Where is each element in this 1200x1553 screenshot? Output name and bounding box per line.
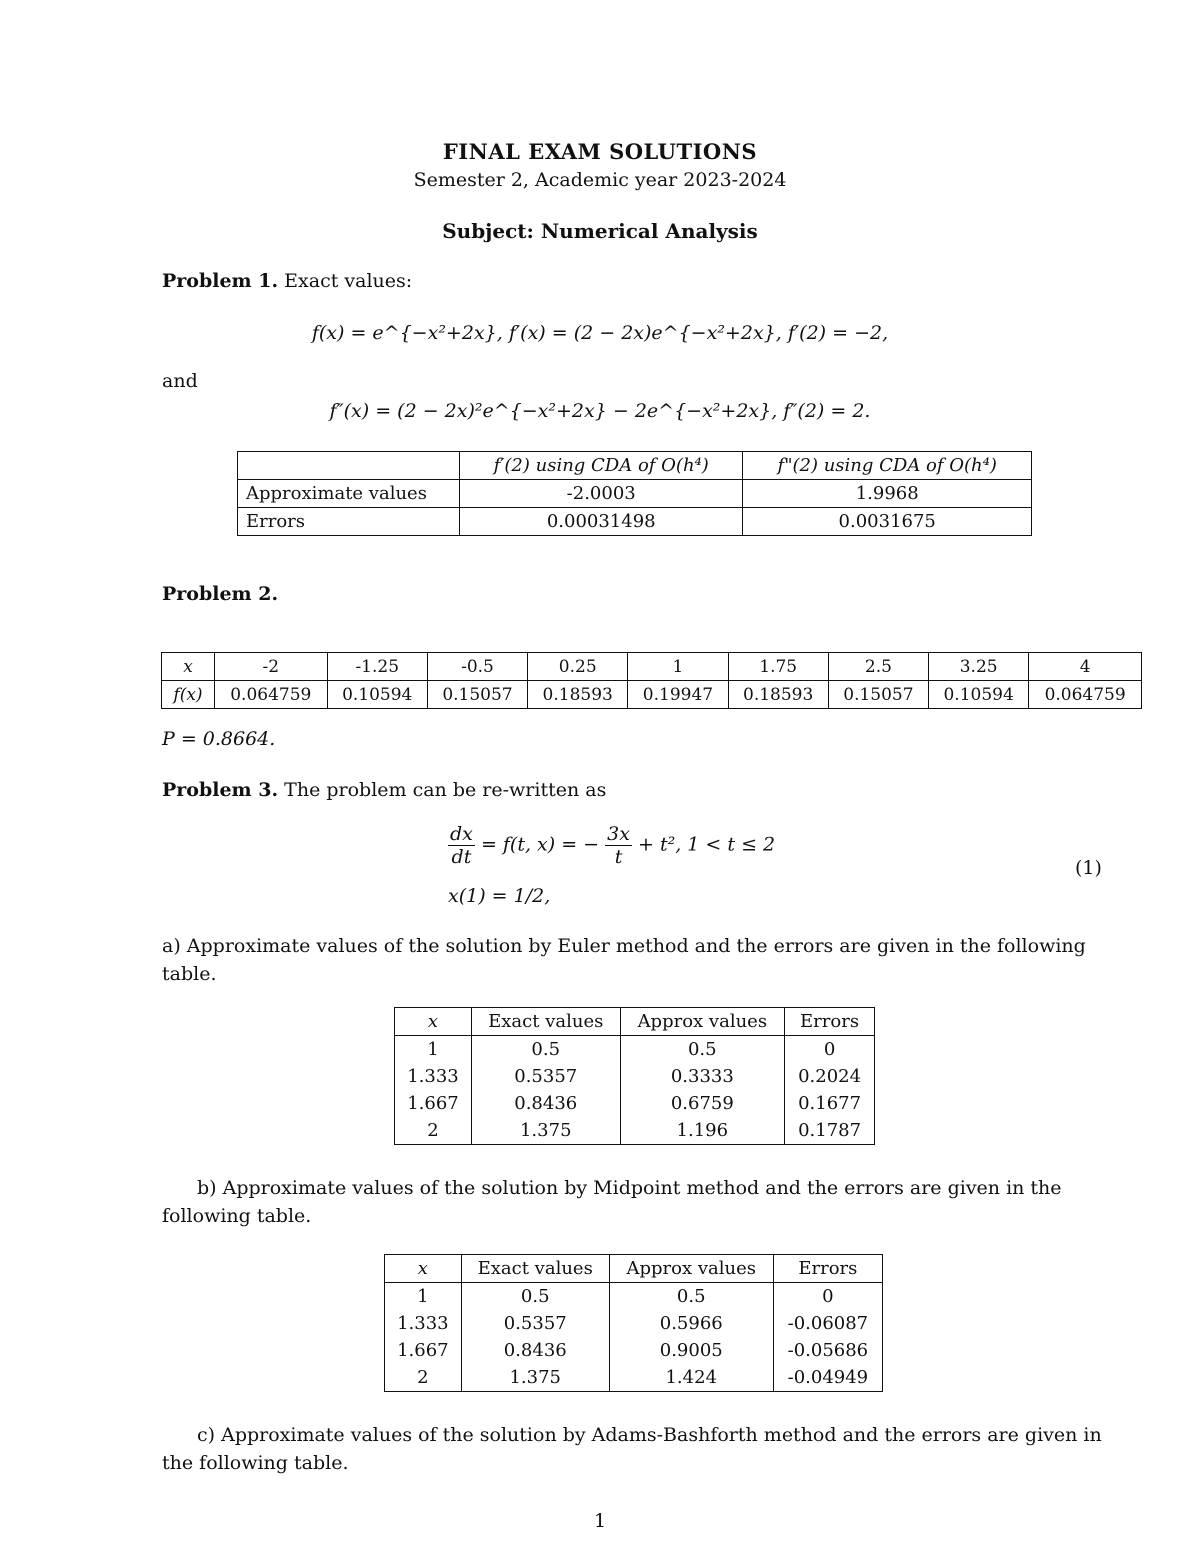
table-cell: 0.5357 [461,1310,609,1337]
table-header-row [395,1008,875,1036]
table-row [395,1117,875,1145]
table-cell: 0.3333 [620,1063,785,1090]
table-header-row [238,452,1032,480]
table-cell: 0.5 [609,1283,773,1311]
subject-line: Subject: Numerical Analysis [442,219,758,243]
rhs-fraction [605,823,632,868]
table-cell: 2.5 [828,653,928,681]
problem1-and: and [162,370,198,392]
table-cell: 0.064759 [1029,681,1142,709]
table-row [238,508,1032,536]
problem1-heading: Problem 1. [162,270,279,292]
table-row [162,681,1142,709]
table-row [238,480,1032,508]
table-cell: 0.0031675 [743,508,1032,536]
problem3-initial-condition: x(1) = 1/2, [448,885,551,907]
table-cell: 0.18593 [528,681,628,709]
table-cell: 1.667 [385,1337,462,1364]
table-cell: 1.375 [461,1364,609,1392]
table-row [385,1364,883,1392]
table-cell: Errors [238,508,460,536]
table-cell: 0.00031498 [460,508,743,536]
table-header-cell: Errors [773,1255,882,1283]
problem3-ode [448,823,775,868]
table-cell: 1.667 [395,1090,472,1117]
table-cell: 1.196 [620,1117,785,1145]
table-cell: -0.04949 [773,1364,882,1392]
problem1-intro: Exact values: [284,270,413,292]
derivative-fraction [448,823,475,868]
table-header-cell: Approx values [609,1255,773,1283]
table-cell: 0.18593 [728,681,828,709]
table-cell: 0.1787 [785,1117,875,1145]
table-cell: 1 [628,653,728,681]
table-cell: 3.25 [929,653,1029,681]
table-cell: 1.9968 [743,480,1032,508]
problem1-equation-2: f″(x) = (2 − 2x)²e^{−x²+2x} − 2e^{−x²+2x}, f″(2) = 2. [329,400,871,422]
ode-rhs: = f(t, x) = − [480,833,600,856]
table-cell [238,452,460,480]
table-cell: 1 [385,1283,462,1311]
table-cell: 2 [395,1117,472,1145]
problem2-heading-line [162,583,278,605]
fraction-numerator: dx [450,823,473,845]
table-header-cell: f"(2) using CDA of O(h⁴) [743,452,1032,480]
table-cell: 0.19947 [628,681,728,709]
euler-table [394,1007,875,1145]
table-cell: 0.5 [471,1036,620,1064]
table-header-row [385,1255,883,1283]
table-row [385,1337,883,1364]
equation-number: (1) [1075,857,1102,879]
table-cell: 2 [385,1364,462,1392]
table-cell: x [162,653,215,681]
semester-line: Semester 2, Academic year 2023-2024 [413,169,787,191]
table-cell: 0 [773,1283,882,1311]
table-cell: -0.06087 [773,1310,882,1337]
table-cell: 1 [395,1036,472,1064]
problem3-heading-line [162,779,606,801]
problem2-result: P = 0.8664. [162,728,276,750]
table-row [385,1283,883,1311]
table-cell: 0.5966 [609,1310,773,1337]
midpoint-table [384,1254,883,1392]
problem2-heading: Problem 2. [162,583,279,605]
table-header-cell: x [385,1255,462,1283]
table-cell: 0.2024 [785,1063,875,1090]
fraction-numerator: 3x [607,823,630,845]
table-cell: 0.10594 [929,681,1029,709]
table-cell: 0.8436 [461,1337,609,1364]
table-cell: 0.5357 [471,1063,620,1090]
table-row [162,653,1142,681]
problem3-intro: The problem can be re-written as [284,779,607,801]
fraction-denominator: dt [451,846,472,868]
table-cell: 0.6759 [620,1090,785,1117]
table-row [385,1310,883,1337]
table-header-cell: Approx values [620,1008,785,1036]
table-cell: 0.25 [528,653,628,681]
table-cell: 0.5 [620,1036,785,1064]
table-header-cell: Exact values [461,1255,609,1283]
table-cell: 1.75 [728,653,828,681]
fraction-denominator: t [614,846,623,868]
problem1-heading-line [162,270,412,292]
table-cell: 0.064759 [214,681,327,709]
problem3-part-c: c) Approximate values of the solution by Adams-Bashforth method and the errors are given in the following table. [162,1424,1102,1474]
table-cell: 0.1677 [785,1090,875,1117]
table-cell: 0.9005 [609,1337,773,1364]
table-cell: f(x) [162,681,215,709]
page-number: 1 [593,1510,607,1532]
table-header-cell: x [395,1008,472,1036]
problem2-table [161,652,1142,709]
table-row [395,1090,875,1117]
table-cell: 4 [1029,653,1142,681]
problem1-table [237,451,1032,536]
table-cell: -0.05686 [773,1337,882,1364]
table-cell: 0.10594 [327,681,427,709]
table-header-cell: Exact values [471,1008,620,1036]
problem1-equation-1: f(x) = e^{−x²+2x}, f′(x) = (2 − 2x)e^{−x²+2x}, f′(2) = −2, [311,322,889,344]
table-header-cell: Errors [785,1008,875,1036]
table-cell: 1.333 [385,1310,462,1337]
problem3-part-b: b) Approximate values of the solution by Midpoint method and the errors are given in the following table. [162,1177,1062,1227]
document-title: FINAL EXAM SOLUTIONS [442,139,758,164]
table-row [395,1063,875,1090]
table-cell: -1.25 [327,653,427,681]
table-cell: -0.5 [427,653,527,681]
table-cell: 1.375 [471,1117,620,1145]
table-cell: 0.15057 [427,681,527,709]
table-cell: 0.5 [461,1283,609,1311]
table-cell: 1.424 [609,1364,773,1392]
table-cell: Approximate values [238,480,460,508]
ode-tail: + t², 1 < t ≤ 2 [638,833,776,856]
table-cell: 0.15057 [828,681,928,709]
problem3-heading: Problem 3. [162,779,279,801]
table-cell: 0.8436 [471,1090,620,1117]
table-header-cell: f′(2) using CDA of O(h⁴) [460,452,743,480]
table-cell: -2 [214,653,327,681]
problem3-part-a: a) Approximate values of the solution by Euler method and the errors are given in the following table. [162,935,1086,985]
table-cell: -2.0003 [460,480,743,508]
table-row [395,1036,875,1064]
table-cell: 1.333 [395,1063,472,1090]
table-cell: 0 [785,1036,875,1064]
